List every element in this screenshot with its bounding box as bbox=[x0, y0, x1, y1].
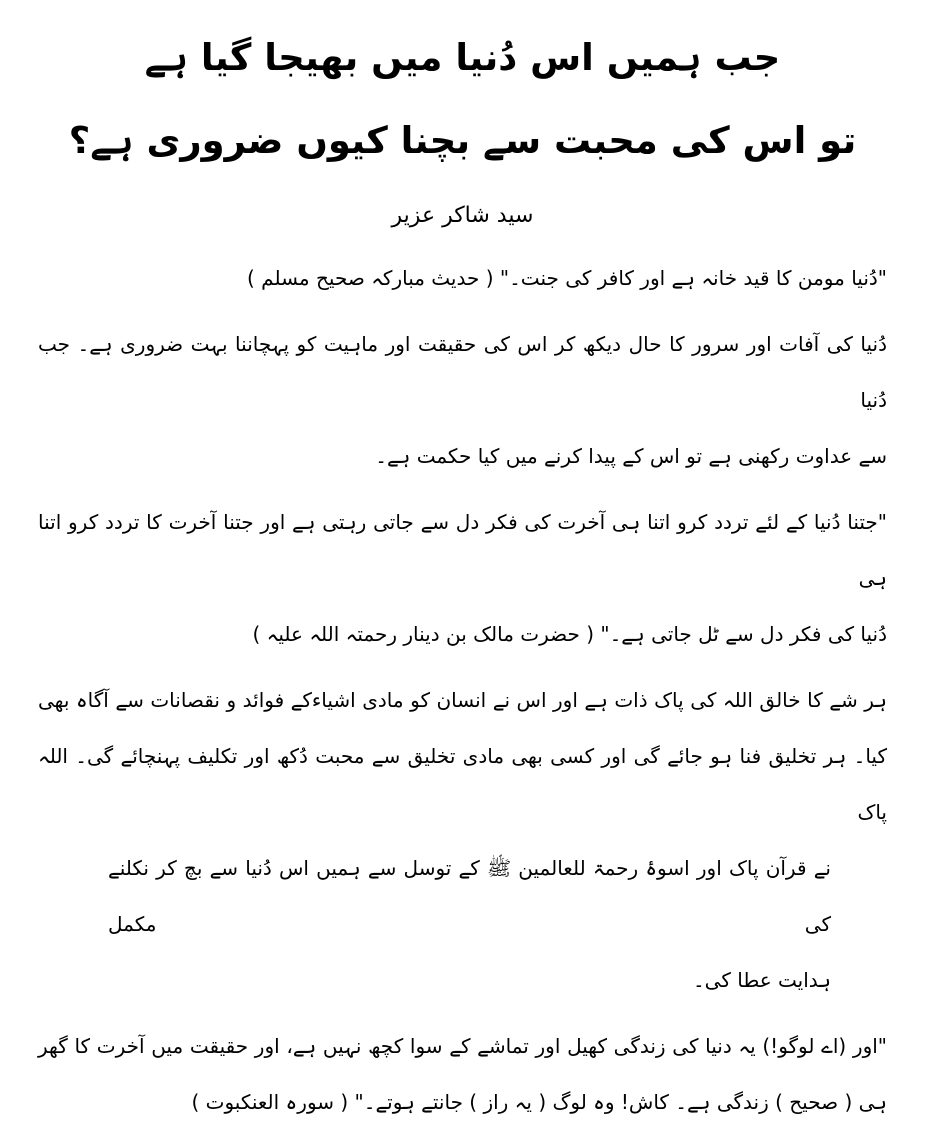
hadith-line: "دُنیا مومن کا قید خانہ ہے اور کافر کی جنت۔" ( حدیث مبارکہ صحیح مسلم ) bbox=[247, 265, 887, 290]
paragraph-line: "جتنا دُنیا کے لئے تردد کرو اتنا ہی آخرت کی فکر دل سے جاتی رہتی ہے اور جتنا آخرت کا تردد کرو اتنا ہی bbox=[38, 509, 887, 590]
hadith-section bbox=[38, 250, 887, 306]
paragraph-line: ہر شے کا خالق اللہ کی پاک ذات ہے اور اس نے انسان کو مادی اشیاءکے فوائد و نقصانات سے آگاہ بھی bbox=[38, 687, 887, 712]
malik-bin-dinar-quote-paragraph bbox=[38, 494, 887, 662]
paragraph-line: کیا۔ ہر تخلیق فنا ہو جائے گی اور کسی بھی مادی تخلیق سے محبت دُکھ اور تکلیف پہنچائے گی۔ اللہ پاک bbox=[38, 743, 887, 824]
paragraph-line: دُنیا کی آفات اور سرور کا حال دیکھ کر اس کی حقیقت اور ماہیت کو پہچاننا بہت ضروری ہے۔ جب دُنیا bbox=[38, 331, 887, 412]
paragraph-line: دُنیا کی فکر دل سے ٹل جاتی ہے۔" ( حضرت مالک بن دینار رحمتہ اللہ علیہ ) bbox=[252, 621, 887, 646]
paragraph-line: ہدایت عطا کی۔ bbox=[692, 967, 831, 992]
author-name: سید شاکر عزیر bbox=[391, 202, 534, 228]
paragraph-line: ہی ( صحیح ) زندگی ہے۔ کاش! وہ لوگ ( یہ راز ) جانتے ہوتے۔" ( سورہ العنکبوت ) bbox=[191, 1089, 887, 1114]
paragraph-line: "اور (اے لوگو!) یہ دنیا کی زندگی کھیل اور تماشے کے سوا کچھ نہیں ہے، اور حقیقت میں آخرت کا گھر bbox=[38, 1033, 887, 1058]
page-title-line1: جب ہمیں اس دُنیا میں بھیجا گیا ہے bbox=[144, 36, 781, 79]
dunya-reality-paragraph bbox=[38, 316, 887, 484]
khaliq-paragraph bbox=[38, 672, 887, 1008]
paragraph-line-with-salawat: نے قرآن پاک اور اسوۂ رحمۃ للعالمین ﷺ کے توسل سے ہمیں اس دُنیا سے بچ کر نکلنے کی مکمل bbox=[108, 855, 831, 936]
paragraph-line: سے عداوت رکھنی ہے تو اس کے پیدا کرنے میں کیا حکمت ہے۔ bbox=[375, 443, 887, 468]
page-title-line2: تو اس کی محبت سے بچنا کیوں ضروری ہے؟ bbox=[68, 119, 857, 163]
quran-ankabut-quote-paragraph bbox=[38, 1018, 887, 1130]
